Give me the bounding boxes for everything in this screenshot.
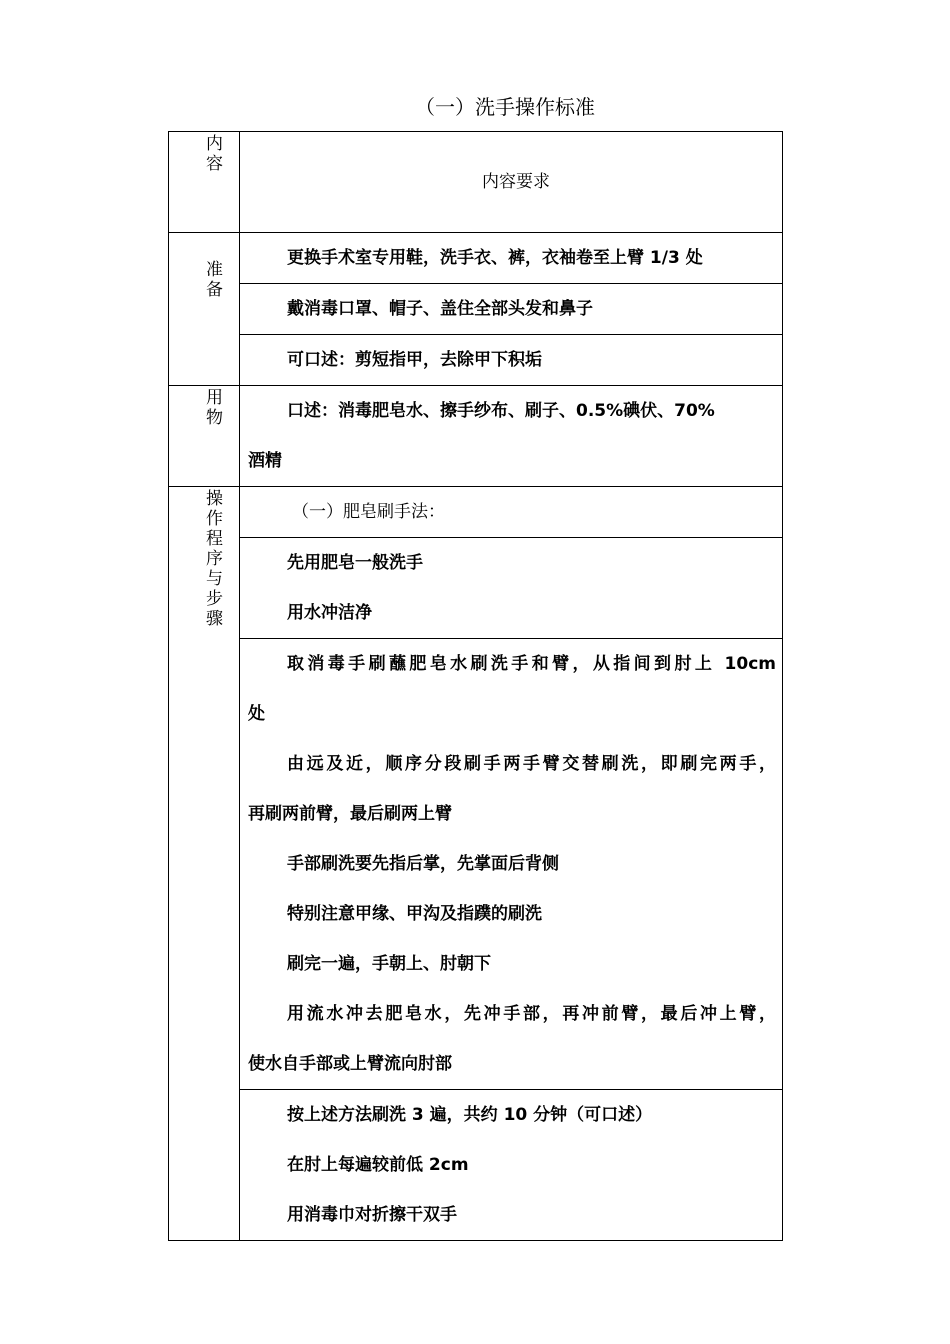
header-row xyxy=(169,132,783,233)
prep-item: 戴消毒口罩、帽子、盖住全部头发和鼻子 xyxy=(287,299,593,319)
procedure-step: 在肘上每遍较前低 2cm xyxy=(287,1155,469,1175)
procedure-group-cell xyxy=(240,538,783,639)
procedure-label-cell xyxy=(169,487,240,1241)
procedure-label: 操作程序与步骤 xyxy=(202,489,222,629)
supplies-content-cell xyxy=(240,386,783,487)
procedure-row-1 xyxy=(169,487,783,538)
procedure-row-4 xyxy=(169,1090,783,1241)
prep-item: 更换手术室专用鞋，洗手衣、裤，衣袖卷至上臂 1/3 处 xyxy=(287,248,703,268)
procedure-step-cont: 使水自手部或上臂流向肘部 xyxy=(248,1054,452,1074)
header-content-cell xyxy=(240,132,783,233)
procedure-subtitle: （一）肥皂刷手法： xyxy=(292,502,445,522)
supplies-line: 口述：消毒肥皂水、擦手纱布、刷子、0.5%碘伏、70% xyxy=(287,401,715,421)
procedure-group-cell xyxy=(240,1090,783,1241)
prep-label-cell xyxy=(169,233,240,386)
procedure-step-cont: 再刷两前臂，最后刷两上臂 xyxy=(248,804,452,824)
procedure-step: 刷完一遍，手朝上、肘朝下 xyxy=(287,954,491,974)
header-label: 内容 xyxy=(202,134,222,174)
prep-row-3 xyxy=(169,335,783,386)
procedure-step: 取消毒手刷蘸肥皂水刷洗手和臂，从指间到肘上 10cm xyxy=(287,654,776,674)
prep-item: 可口述：剪短指甲，去除甲下积垢 xyxy=(287,350,542,370)
supplies-row xyxy=(169,386,783,487)
supplies-line: 酒精 xyxy=(248,451,282,471)
procedure-step: 由远及近，顺序分段刷手两手臂交替刷洗，即刷完两手， xyxy=(287,754,776,774)
procedure-group-cell xyxy=(240,639,783,1090)
procedure-step-cont: 处 xyxy=(248,704,265,724)
prep-row-1 xyxy=(169,233,783,284)
procedure-row-3 xyxy=(169,639,783,1090)
procedure-step: 按上述方法刷洗 3 遍，共约 10 分钟（可口述） xyxy=(287,1105,653,1125)
header-content: 内容要求 xyxy=(482,172,550,192)
supplies-label: 用物 xyxy=(202,388,222,428)
procedure-step: 特别注意甲缘、甲沟及指蹼的刷洗 xyxy=(287,904,542,924)
procedure-step: 手部刷洗要先指后掌，先掌面后背侧 xyxy=(287,854,559,874)
procedure-step: 用流水冲去肥皂水，先冲手部，再冲前臂，最后冲上臂， xyxy=(287,1004,776,1024)
standard-table xyxy=(168,131,783,1241)
prep-item-cell xyxy=(240,335,783,386)
prep-item-cell xyxy=(240,233,783,284)
prep-item-cell xyxy=(240,284,783,335)
procedure-step: 用水冲洁净 xyxy=(287,603,372,623)
prep-label: 准备 xyxy=(202,260,222,300)
procedure-step: 先用肥皂一般洗手 xyxy=(287,553,423,573)
document-title: （一）洗手操作标准 xyxy=(415,95,595,119)
prep-row-2 xyxy=(169,284,783,335)
supplies-label-cell xyxy=(169,386,240,487)
header-label-cell xyxy=(169,132,240,233)
procedure-subtitle-cell xyxy=(240,487,783,538)
procedure-step: 用消毒巾对折擦干双手 xyxy=(287,1205,457,1225)
procedure-row-2 xyxy=(169,538,783,639)
